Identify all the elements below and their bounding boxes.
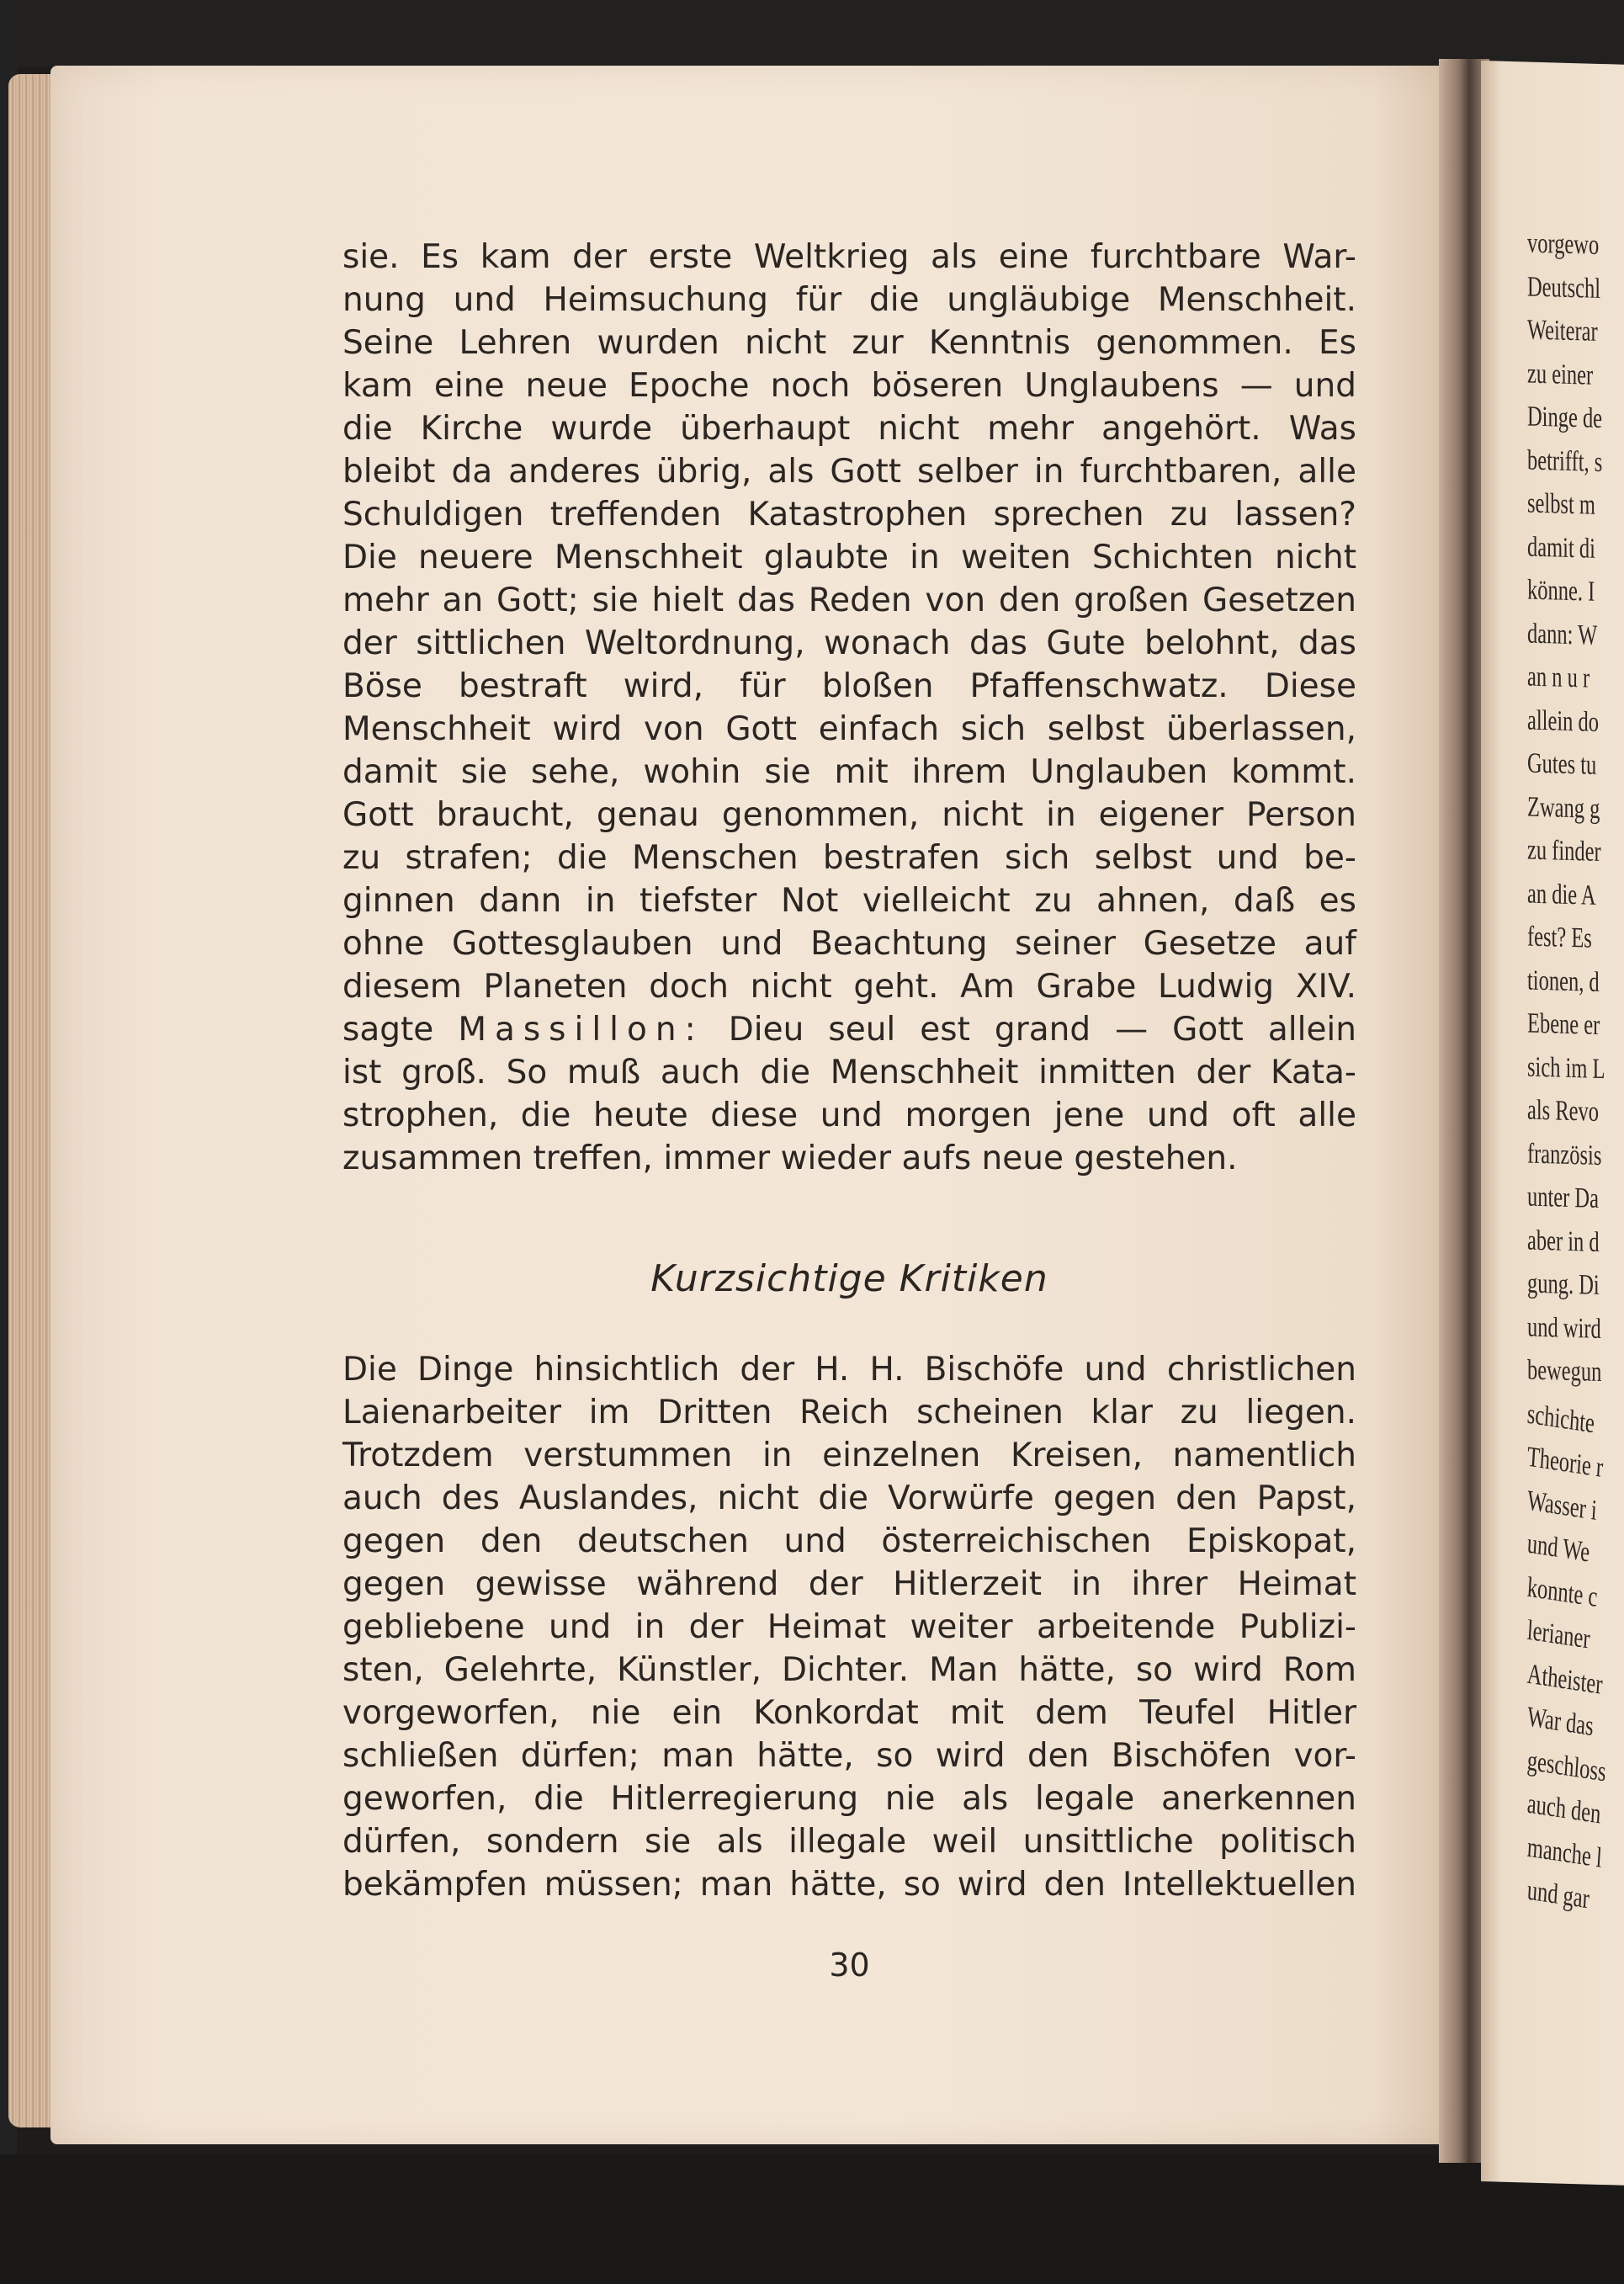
right-text-fragment: damit di bbox=[1527, 531, 1595, 565]
text-line: mehr an Gott; sie hielt das Reden von den großen Gesetzen bbox=[342, 582, 1356, 619]
right-text-fragment: allein do bbox=[1527, 704, 1599, 738]
right-text-fragment: zu einer bbox=[1527, 358, 1594, 391]
text-line: Gott braucht, genau genommen, nicht in eigener Person bbox=[342, 796, 1356, 834]
paragraph-2 bbox=[342, 1348, 1356, 1906]
right-text-fragment: vorgewo bbox=[1527, 227, 1600, 261]
text-line: ist groß. So muß auch die Menschheit inmitten der Kata- bbox=[342, 1054, 1356, 1092]
right-text-fragment: und gar bbox=[1526, 1874, 1590, 1915]
text-line: strophen, die heute diese und morgen jene und oft alle bbox=[342, 1097, 1356, 1134]
text-line: zusammen treffen, immer wieder aufs neue gestehen. bbox=[342, 1139, 1238, 1177]
sagte-word: sagte bbox=[342, 1011, 434, 1049]
background-top bbox=[0, 0, 1624, 67]
text-line: sten, Gelehrte, Künstler, Dichter. Man hätte, so wird Rom bbox=[342, 1651, 1356, 1689]
text-line: Die neuere Menschheit glaubte in weiten Schichten nicht bbox=[342, 539, 1356, 576]
text-line: kam eine neue Epoche noch böseren Unglaubens — und bbox=[342, 367, 1356, 405]
right-text-fragment: tionen, d bbox=[1527, 964, 1600, 998]
right-text-fragment: Ebene er bbox=[1527, 1007, 1600, 1041]
sagte-line bbox=[342, 1008, 1356, 1051]
text-line: zu strafen; die Menschen bestrafen sich selbst und be- bbox=[342, 839, 1356, 877]
right-text-fragment: und wird bbox=[1527, 1311, 1601, 1345]
right-text-fragment: gung. Di bbox=[1527, 1267, 1600, 1301]
right-text-fragment: Atheister bbox=[1526, 1658, 1604, 1701]
text-line: gegen den deutschen und österreichischen Episkopat, bbox=[342, 1522, 1356, 1560]
right-text-fragment: Zwang g bbox=[1527, 791, 1600, 825]
right-text-fragment: konnte c bbox=[1526, 1571, 1599, 1613]
text-line: Die Dinge hinsichtlich der H. H. Bischöfe und christlichen bbox=[342, 1351, 1356, 1389]
right-text-fragment: aber in d bbox=[1527, 1224, 1600, 1258]
right-text-fragment: Wasser i bbox=[1526, 1485, 1598, 1527]
text-line: nung und Heimsuchung für die ungläubige Menschheit. bbox=[342, 281, 1356, 319]
right-text-fragment: könne. I bbox=[1527, 574, 1595, 608]
text-line: schließen dürfen; man hätte, so wird den Bischöfen vor- bbox=[342, 1737, 1356, 1775]
right-text-fragment: selbst m bbox=[1527, 487, 1595, 521]
text-line: die Kirche wurde überhaupt nicht mehr angehört. Was bbox=[342, 410, 1356, 448]
right-text-fragment: Gutes tu bbox=[1527, 747, 1597, 781]
text-line: Menschheit wird von Gott einfach sich selbst überlassen, bbox=[342, 710, 1356, 748]
right-text-fragment: an n u r bbox=[1527, 661, 1590, 694]
right-text-fragment: schichte bbox=[1526, 1398, 1596, 1439]
text-line: der sittlichen Weltordnung, wonach das Gute belohnt, das bbox=[342, 624, 1356, 662]
right-text-fragment: sich im L bbox=[1527, 1051, 1605, 1085]
right-page bbox=[1481, 61, 1624, 2186]
text-line: bekämpfen müssen; man hätte, so wird den Intellektuellen bbox=[342, 1866, 1356, 1904]
right-text-fragment: Dinge de bbox=[1527, 401, 1603, 435]
right-text-fragment: unter Da bbox=[1527, 1181, 1599, 1214]
paragraph-1 bbox=[342, 236, 1356, 1180]
right-text-fragment: lerianer bbox=[1526, 1614, 1591, 1655]
text-line: sie. Es kam der erste Weltkrieg als eine furchtbare War- bbox=[342, 238, 1356, 276]
text-line: ginnen dann in tiefster Not vielleicht zu ahnen, daß es bbox=[342, 882, 1356, 920]
right-text-fragment: bewegun bbox=[1527, 1354, 1602, 1389]
quote-text: Dieu seul est grand — Gott allein bbox=[728, 1011, 1356, 1049]
right-page-text bbox=[1527, 222, 1624, 1915]
text-line: gebliebene und in der Heimat weiter arbeitende Publizi- bbox=[342, 1608, 1356, 1646]
right-text-fragment: französis bbox=[1527, 1138, 1602, 1171]
section-heading: Kurzsichtige Kritiken bbox=[650, 1257, 1048, 1300]
right-text-fragment: betrifft, s bbox=[1527, 444, 1603, 478]
text-line: auch des Auslandes, nicht die Vorwürfe gegen den Papst, bbox=[342, 1479, 1356, 1517]
text-line: dürfen, sondern sie als illegale weil unsittliche politisch bbox=[342, 1823, 1356, 1861]
text-line: Seine Lehren wurden nicht zur Kenntnis genommen. Es bbox=[342, 324, 1356, 362]
right-text-fragment: Theorie r bbox=[1526, 1441, 1605, 1484]
background-bottom bbox=[0, 2154, 1624, 2284]
right-text-fragment: als Revo bbox=[1527, 1094, 1599, 1128]
text-line: gegen gewisse während der Hitlerzeit in ihrer Heimat bbox=[342, 1565, 1356, 1603]
text-line: Böse bestraft wird, für bloßen Pfaffenschwatz. Diese bbox=[342, 667, 1356, 705]
right-text-fragment: geschloss bbox=[1526, 1745, 1607, 1787]
massillon-name: Massillon: bbox=[458, 1011, 704, 1049]
text-line: diesem Planeten doch nicht geht. Am Grabe Ludwig XIV. bbox=[342, 968, 1356, 1006]
right-text-fragment: fest? Es bbox=[1527, 921, 1592, 954]
page-number: 30 bbox=[829, 1947, 870, 1984]
text-line: damit sie sehe, wohin sie mit ihrem Unglauben kommt. bbox=[342, 753, 1356, 791]
right-text-fragment: an die A bbox=[1527, 878, 1596, 911]
right-text-fragment: auch den bbox=[1526, 1787, 1602, 1830]
right-text-fragment: Deutschl bbox=[1527, 271, 1601, 305]
text-line: vorgeworfen, nie ein Konkordat mit dem Teufel Hitler bbox=[342, 1694, 1356, 1732]
text-line: bleibt da anderes übrig, als Gott selber in furchtbaren, alle bbox=[342, 453, 1356, 491]
text-line: geworfen, die Hitlerregierung nie als legale anerkennen bbox=[342, 1780, 1356, 1818]
right-text-fragment: dann: W bbox=[1527, 618, 1598, 651]
text-line: ohne Gottesglauben und Beachtung seiner Gesetze auf bbox=[342, 925, 1356, 963]
right-text-fragment: Weiterar bbox=[1527, 314, 1598, 348]
right-text-fragment: manche l bbox=[1526, 1831, 1603, 1874]
text-line: Schuldigen treffenden Katastrophen sprechen zu lassen? bbox=[342, 496, 1356, 534]
text-line: Laienarbeiter im Dritten Reich scheinen klar zu liegen. bbox=[342, 1394, 1356, 1431]
text-line: Trotzdem verstummen in einzelnen Kreisen, namentlich bbox=[342, 1437, 1356, 1474]
right-text-fragment: War das bbox=[1526, 1701, 1595, 1743]
right-text-fragment: und We bbox=[1526, 1527, 1591, 1569]
right-text-fragment: zu finder bbox=[1527, 834, 1601, 868]
